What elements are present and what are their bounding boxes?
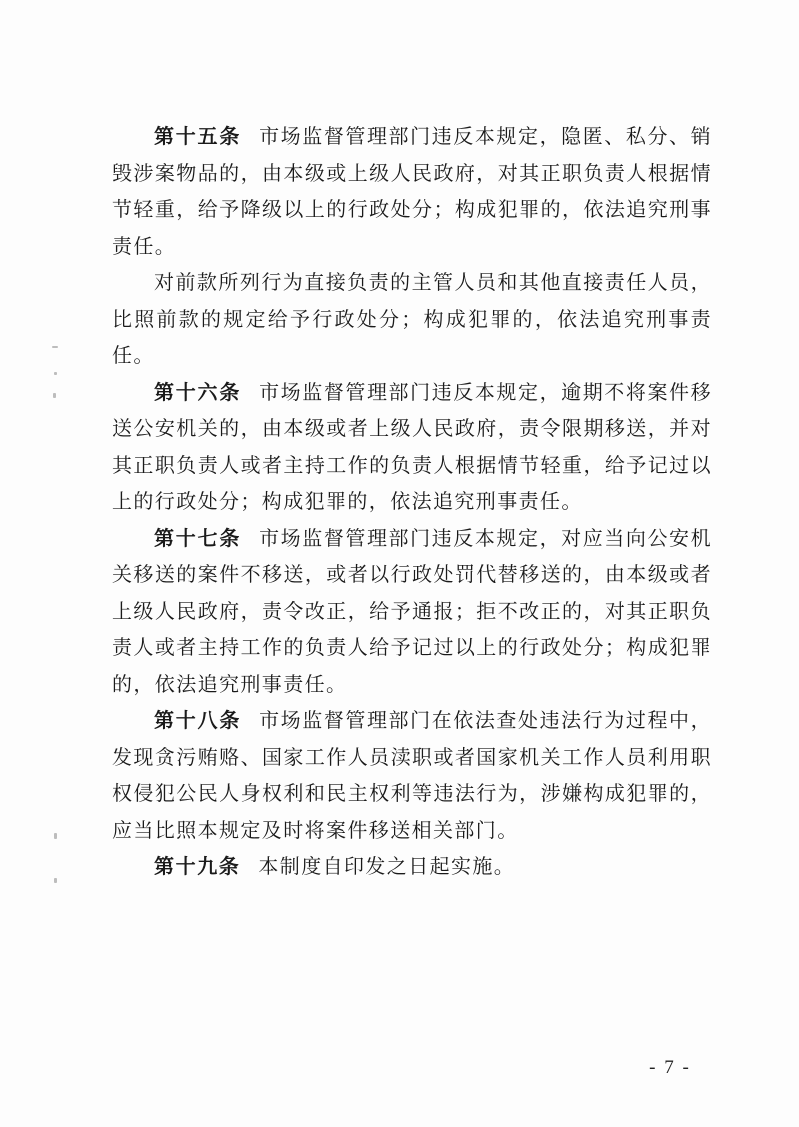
scan-speck bbox=[54, 878, 57, 883]
scan-speck bbox=[52, 346, 58, 348]
page-number: - 7 - bbox=[649, 1057, 691, 1078]
document-body bbox=[112, 118, 712, 885]
article-17-heading: 第十七条 bbox=[154, 525, 242, 550]
scan-speck bbox=[53, 393, 56, 398]
article-18-paragraph bbox=[112, 702, 712, 848]
article-16-text: 市场监督管理部门违反本规定，逾期不将案件移送公安机关的，由本级或者上级人民政府，责令限期移送，并对其正职负责人或者主持工作的负责人根据情节轻重，给予记过以上的行政处分；构成犯罪的，依法追究刑事责任。 bbox=[112, 379, 712, 513]
article-18-heading: 第十八条 bbox=[154, 708, 242, 732]
article-19-paragraph bbox=[112, 848, 712, 885]
article-15-sub-paragraph bbox=[112, 264, 712, 374]
article-15-text: 市场监督管理部门违反本规定，隐匿、私分、销毁涉案物品的，由本级或上级人民政府，对其正职负责人根据情节轻重，给予降级以上的行政处分；构成犯罪的，依法追究刑事责任。 bbox=[112, 124, 712, 258]
article-16-heading: 第十六条 bbox=[154, 379, 242, 404]
article-15-sub-text: 对前款所列行为直接负责的主管人员和其他直接责任人员，比照前款的规定给予行政处分；构成犯罪的，依法追究刑事责任。 bbox=[112, 270, 712, 367]
article-15-heading: 第十五条 bbox=[154, 124, 242, 148]
article-19-heading: 第十九条 bbox=[154, 854, 241, 878]
scan-speck bbox=[54, 372, 57, 375]
article-16-paragraph bbox=[112, 374, 712, 520]
article-19-text: 本制度自印发之日起实施。 bbox=[258, 854, 516, 878]
article-18-text: 市场监督管理部门在依法查处违法行为过程中，发现贪污贿赂、国家工作人员渎职或者国家机关工作人员利用职权侵犯公民人身权利和民主权利等违法行为，涉嫌构成犯罪的，应当比照本规定及时将案件移送相关部门。 bbox=[112, 708, 712, 842]
scan-speck bbox=[54, 833, 57, 839]
article-15-paragraph bbox=[112, 118, 712, 264]
article-17-paragraph bbox=[112, 520, 712, 703]
article-17-text: 市场监督管理部门违反本规定，对应当向公安机关移送的案件不移送，或者以行政处罚代替移送的，由本级或者上级人民政府，责令改正，给予通报；拒不改正的，对其正职负责人或者主持工作的负责人给予记过以上的行政处分；构成犯罪的，依法追究刑事责任。 bbox=[112, 525, 712, 696]
